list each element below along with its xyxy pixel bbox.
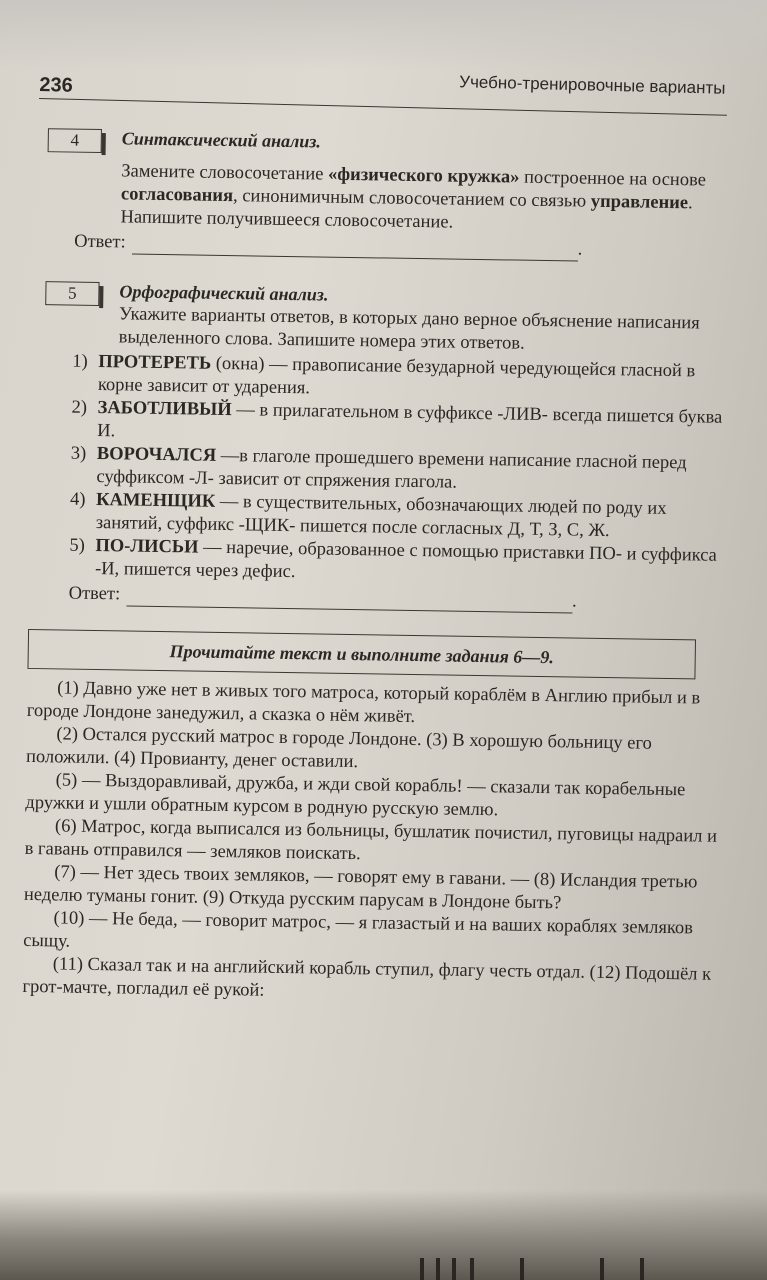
page-number: 236 [39, 73, 74, 97]
text-paragraph: (7) — Нет здесь твоих земляков, — говорят ему в гавани. — (8) Исландия третью неделю туманы гонит. (9) Откуда русским парусам в Лондоне быть? [23, 862, 698, 914]
task-instruction [120, 160, 735, 239]
option-word: ПРОТЕРЕТЬ [98, 352, 212, 374]
instruction-text: , синонимичным словосочетанием со связью [232, 186, 591, 212]
edge-mark [600, 1258, 604, 1280]
text-paragraph: (10) — Не беда, — говорит матрос, — я глазастый и на ваших кораблях земляков сыщу. [23, 908, 694, 952]
text-paragraph: (5) — Выздоравливай, дружба, и жди свой корабль! — сказали так корабельные дружки и ушли обратным курсом в родную русскую землю. [25, 770, 686, 821]
edge-mark [436, 1258, 440, 1280]
option-word: ЗАБОТЛИВЫЙ [97, 398, 232, 421]
option-explanation: — в существительных, обозначающих людей по роду их занятий, суффикс -ЩИК- пишется после согласных Д, Т, З, С, Ж. [95, 491, 667, 542]
highlighted-term: согласования [120, 184, 234, 207]
text-paragraph: (2) Остался русский матрос в городе Лондоне. (3) В хорошую больницу его положили. (4) Провианту, денег оставили. [25, 724, 652, 773]
highlighted-phrase: «физического кружка» [327, 164, 520, 188]
running-title: Учебно-тренировочные варианты [459, 72, 726, 98]
option-explanation: — в прилагательном в суффиксе -ЛИВ- всегда пишется буква И. [97, 400, 723, 442]
option-number: 3) [70, 443, 87, 464]
task-4 [34, 126, 736, 264]
header-rule [39, 98, 727, 116]
task-number-box: 4 [48, 128, 102, 153]
answer-label: Ответ: [68, 583, 121, 605]
instruction-text: построенное на основе [519, 167, 707, 191]
task-number-box: 5 [45, 281, 99, 306]
edge-mark [520, 1258, 524, 1280]
instruction-text: Замените словосочетание [121, 161, 329, 185]
text-paragraph: (1) Давно уже нет в живых того матроса, который кораблём в Англию прибыл и в городе Лондоне занедужил, а сказка о нём живёт. [26, 678, 701, 728]
task-instruction: Укажите варианты ответов, в которых дано верное объяснение написания выделенного слова. Запишите номера этих ответов. [118, 304, 700, 354]
top-shadow [0, 0, 767, 70]
option-text [95, 535, 730, 591]
list-item [69, 535, 730, 591]
answer-end: . [571, 591, 577, 612]
text-paragraph: (6) Матрос, когда выписался из больницы, бушлатик почистил, пуговицы надраил и в гавань отправился — земляков поискать. [24, 816, 718, 865]
reading-text [22, 677, 727, 1010]
task-5 [28, 279, 733, 616]
option-number: 5) [69, 535, 85, 556]
option-explanation: (окна) — правописание безударной чередующейся гласной в корне зависит от ударения. [97, 353, 696, 399]
option-word: ПО-ЛИСЬИ [95, 535, 199, 558]
option-word: ВОРОЧАЛСЯ [96, 443, 217, 466]
edge-mark [452, 1258, 456, 1280]
option-word: КАМЕНЩИК [95, 489, 216, 512]
option-number: 1) [72, 351, 88, 372]
edge-mark [640, 1258, 644, 1280]
page-edge-marks [0, 1252, 767, 1280]
answer-line[interactable] [132, 236, 578, 262]
answer-label: Ответ: [74, 231, 126, 253]
task-title: Синтаксический анализ. [121, 128, 321, 152]
answer-line[interactable] [126, 587, 572, 613]
option-explanation: —в глаголе прошедшего времени написание гласной перед суффиксом -Л- зависит от спряжения глагола. [96, 445, 687, 493]
answer-options [69, 351, 733, 591]
highlighted-term: управление [590, 191, 689, 214]
option-number: 4) [69, 489, 86, 510]
edge-mark [470, 1258, 474, 1280]
text-paragraph: (11) Сказал так и на английский корабль ступил, флагу честь отдал. (12) Подошёл к грот-мачте, погладил её рукой: [22, 954, 712, 1001]
option-explanation: — наречие, образованное с помощью приставки ПО- и суффикса -И, пишется через дефис. [94, 537, 718, 583]
edge-mark [420, 1258, 424, 1280]
option-number: 2) [71, 397, 88, 418]
section-banner: Прочитайте текст и выполните задания 6—9. [27, 629, 696, 679]
instruction-text: . Напишите получившееся словосочетание. [120, 193, 693, 233]
page-content [22, 126, 736, 1010]
task-title: Орфографический анализ. [119, 281, 329, 305]
answer-end: . [577, 239, 583, 260]
